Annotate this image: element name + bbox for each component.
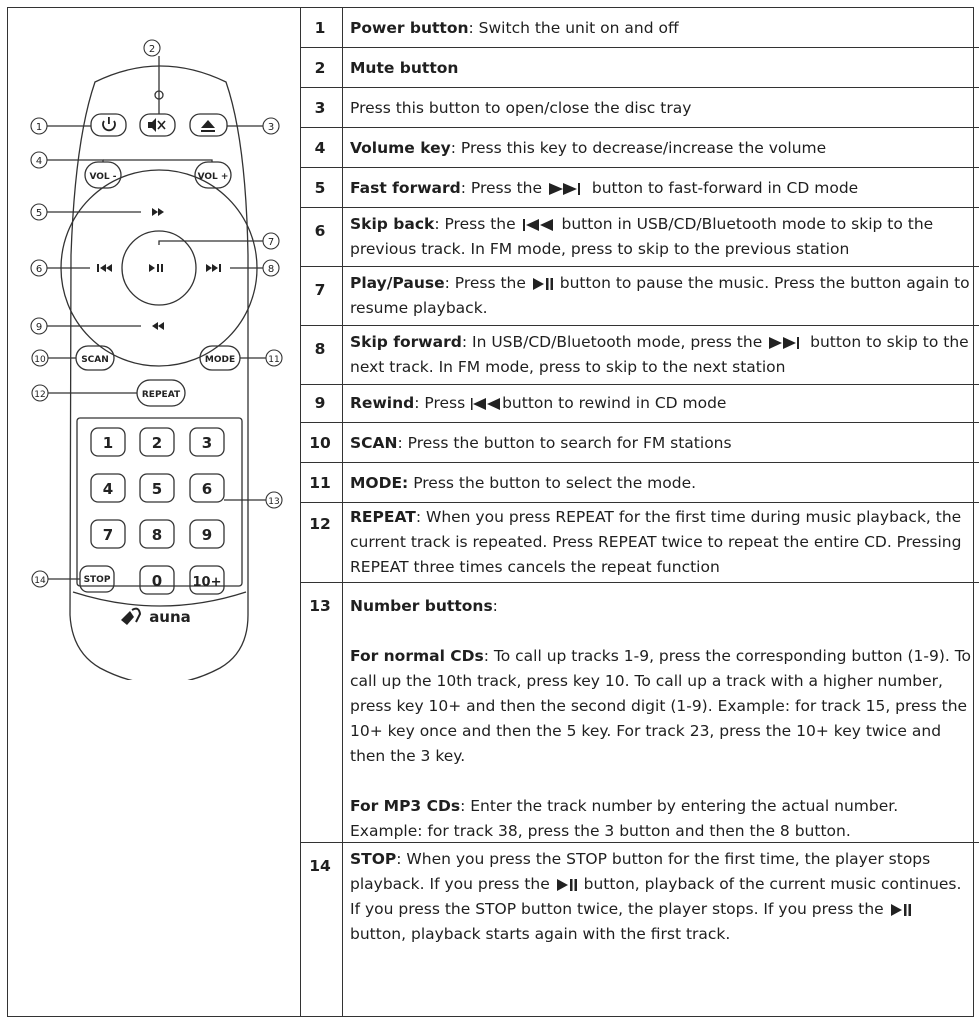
row-divider [300,167,979,168]
digit-key: 4 [102,480,114,498]
row-text: button to fast-forward in CD mode [586,179,859,197]
eject-icon [201,120,215,128]
row-description [350,330,972,380]
row-description [350,56,972,81]
callout-4: 4 [35,156,43,167]
power-icon-bar [108,117,110,124]
row-number: 12 [309,515,331,533]
digit-key: 8 [151,526,163,544]
row-title: Skip back [350,215,435,233]
stop-label: STOP [83,575,111,585]
column-divider [342,8,343,1016]
mute-icon [148,118,156,132]
play-pause-icon [555,878,579,892]
row-text: : Press this key to decrease/increase the volume [450,139,827,157]
row-divider [300,582,979,583]
row-text: : Press the [434,215,521,233]
callout-12: 12 [34,390,46,400]
row-title: Rewind [350,394,415,412]
row-text: : In USB/CD/Bluetooth mode, press the [461,333,768,351]
play-pause-icon [889,903,913,917]
row-number: 8 [314,340,326,358]
row-description [350,471,972,496]
row-description [350,505,972,580]
row-title: Fast forward [350,179,461,197]
digit-key: 1 [102,434,114,452]
row-text: button to skip to the next track. In FM mode, press to skip to the next station [350,333,969,376]
scan-label: SCAN [81,355,109,365]
row-description [350,391,972,416]
mp3-cd-text: : Enter the track number by entering the actual number. Example: for track 38, press the 3 button and then the 8 button. [350,797,899,840]
fast-forward-icon [547,182,587,196]
row-number: 6 [314,222,326,240]
row-text: Press this button to open/close the disc tray [350,99,692,117]
row-description [350,212,972,262]
mp3-cd-title: For MP3 CDs [350,797,461,815]
row-text: : When you press REPEAT for the first time during music playback, the current track is repeated. Press REPEAT twice to repeat the entire CD. Pressing REPEAT three times cancels the repeat function [350,508,962,576]
digit-key: 3 [201,434,213,452]
row-number: 2 [314,59,326,77]
skip-forward-icon [767,336,805,350]
row-text: Press the button to select the mode. [408,474,697,492]
fast-forward-icon [152,208,158,216]
row-number: 10 [309,434,331,452]
row-title: Number buttons [350,597,493,615]
digit-key: 7 [102,526,114,544]
row-number: 14 [309,857,331,875]
digit-key: 10+ [192,575,222,590]
row-text: button, playback starts again with the first track. [350,925,731,943]
callout-6: 6 [35,264,43,275]
row-text: : Press the [460,179,547,197]
digit-key: 0 [151,572,163,590]
row-title: Play/Pause [350,274,445,292]
callout-9: 9 [35,322,43,333]
row-title: Mute button [350,59,459,77]
callout-1: 1 [35,122,43,133]
row-description [350,96,972,121]
vol-minus-label: VOL - [89,172,117,182]
row-divider [300,325,979,326]
row-text: button, playback of the current music continues. If you press the STOP button twice, the player stops. If you press the [350,875,962,918]
row-text: : When you press the STOP button for the first time, the player stops playback. If you press the [350,850,931,893]
row-text: : Switch the unit on and off [468,19,679,37]
skip-back-icon [97,264,99,272]
row-description [350,176,972,201]
row-description [350,271,972,321]
row-text: : [492,597,498,615]
row-title: STOP [350,850,397,868]
row-description [350,136,972,161]
row-description [350,847,972,947]
row-number: 5 [314,179,326,197]
callout-11: 11 [268,355,280,365]
normal-cd-title: For normal CDs [350,647,484,665]
row-number: 7 [314,281,326,299]
digit-key: 9 [201,526,213,544]
row-divider [300,207,979,208]
vol-plus-label: VOL + [197,172,229,182]
row-divider [300,87,979,88]
digit-key: 6 [201,480,213,498]
row-divider [300,462,979,463]
repeat-label: REPEAT [141,390,181,400]
row-title: Volume key [350,139,451,157]
row-description [350,594,972,844]
mode-label: MODE [204,355,236,365]
row-text: : Press the [444,274,531,292]
row-text: : Press [414,394,471,412]
normal-cd-text: : To call up tracks 1-9, press the corresponding button (1-9). To call up the 10th track, press key 10. To call up a track with a higher number, press key 10+ and then the second digit (1-9). Example: for track 15, press the 10+ key once and then the 5 key. For track 23, press the 10+ key twice and then the 3 key. [350,647,972,765]
callout-8: 8 [267,264,275,275]
callout-14: 14 [34,576,46,586]
row-number: 3 [314,99,326,117]
row-text: button in USB/CD/Bluetooth mode to skip to the previous track. In FM mode, press to skip to the previous station [350,215,934,258]
row-number: 9 [314,394,326,412]
callout-3: 3 [267,122,275,133]
row-divider [300,384,979,385]
row-description [350,16,972,41]
row-title: SCAN [350,434,398,452]
callout-13: 13 [268,497,280,507]
rewind-icon [152,322,158,330]
digit-key: 2 [151,434,163,452]
row-number: 13 [309,597,331,615]
row-divider [300,127,979,128]
callout-10: 10 [34,355,46,365]
rewind-icon [470,397,502,411]
row-number: 4 [314,139,326,157]
row-title: Power button [350,19,469,37]
row-divider [300,502,979,503]
row-divider [300,422,979,423]
skip-forward-icon [206,264,212,272]
row-number: 1 [314,19,326,37]
remote-illustration [10,10,295,680]
auna-logo [121,608,191,626]
callout-5: 5 [35,208,43,219]
callout-2: 2 [148,44,156,55]
row-title: REPEAT [350,508,416,526]
svg-text:auna: auna [149,608,191,626]
row-text: : Press the button to search for FM stations [397,434,732,452]
row-title: Skip forward [350,333,462,351]
row-title: MODE: [350,474,409,492]
play-pause-icon [531,277,555,291]
row-description [350,431,972,456]
row-number: 11 [309,474,331,492]
play-pause-icon [149,264,155,272]
row-text: button to pause the music. Press the button again to resume playback. [350,274,970,317]
row-text: button to rewind in CD mode [502,394,727,412]
callout-7: 7 [267,237,275,248]
digit-key: 5 [151,480,163,498]
row-divider [300,47,979,48]
skip-back-icon [521,218,557,232]
row-divider [300,266,979,267]
